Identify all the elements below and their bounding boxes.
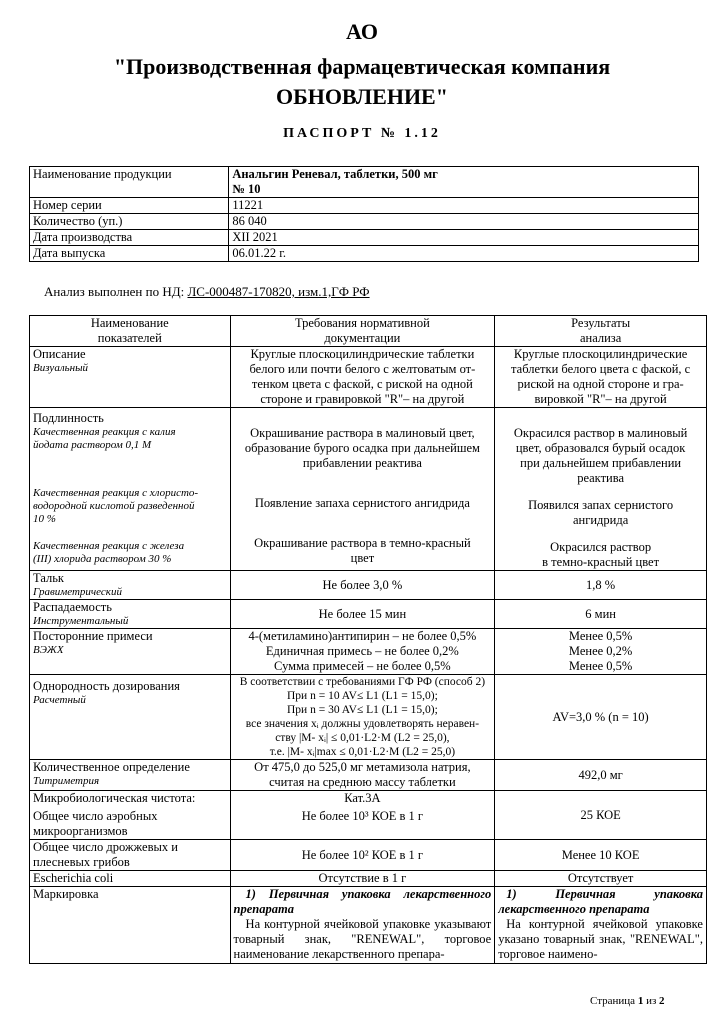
indicator-name: Распадаемость: [33, 600, 112, 614]
page-label: Страница: [590, 995, 638, 1007]
text-line: при дальнейшем прибавлении: [520, 456, 682, 470]
page-footer: [590, 995, 665, 1007]
text-line: Появление запаха сернистого ангидрида: [254, 496, 470, 510]
table-row: [30, 791, 707, 840]
text-line: При n = 10 AV≤ L1 (L1 = 15,0);: [287, 690, 438, 702]
text-line: стороне и гравировкой "R"– на другой: [260, 392, 465, 406]
header-text: документации: [324, 331, 401, 345]
requirement-cell: Не более 15 мин: [230, 600, 495, 629]
indicator-method: Расчетный: [33, 694, 86, 706]
section-title: 1) Первичная упаковка лекарственного препарата: [233, 887, 492, 916]
table-row: [30, 408, 707, 571]
indicator-name: Однородность дозирования: [33, 679, 180, 693]
table-row: [30, 675, 707, 760]
text-line: Появился запах сернистого: [528, 498, 674, 512]
table-row: [30, 198, 699, 214]
test-method: Качественная реакция с хлористо-: [33, 487, 199, 499]
page-of: из: [643, 995, 660, 1007]
result-cell: [495, 629, 707, 675]
result-cell: [495, 408, 707, 571]
result-cell: 492,0 мг: [495, 760, 707, 791]
text-line: считая на среднюю массу таблетки: [269, 775, 456, 789]
table-row: [30, 347, 707, 408]
passport-title: ПАСПОРТ № 1.12: [283, 126, 441, 141]
text-line: все значения xᵢ должны удовлетворять неравен-: [245, 718, 480, 730]
table-row: [30, 246, 699, 262]
result-cell: 25 КОЕ: [495, 791, 707, 840]
test-method: йодата раствором 0,1 М: [33, 439, 152, 451]
text-line: прибавлении реактива: [302, 456, 422, 470]
text-line: От 475,0 до 525,0 мг метамизола натрия,: [254, 760, 471, 774]
info-label: Дата производства: [30, 230, 229, 246]
product-info-table: [29, 166, 699, 262]
info-value: 86 040: [229, 214, 699, 230]
test-method: водородной кислотой разведенной: [33, 500, 195, 512]
text-line: реактива: [577, 471, 625, 485]
table-row: [30, 167, 699, 198]
test-method: Качественная реакция с железа: [33, 540, 185, 552]
indicator-cell: [30, 760, 231, 791]
requirement-cell: [230, 675, 495, 760]
text-line: Менее 0,2%: [568, 644, 633, 658]
info-value: 06.01.22 г.: [229, 246, 699, 262]
text-line: Менее 0,5%: [568, 629, 633, 643]
indicator-name: Тальк: [33, 571, 64, 585]
text-block: На контурной ячейковой упаковке указывают товарный знак, "RENEWAL", торговое наименование лекарственного препара-: [233, 917, 492, 961]
info-value: 11221: [229, 198, 699, 214]
text-line: микроорганизмов: [33, 824, 128, 838]
requirement-cell: [230, 887, 495, 964]
indicator-cell: [30, 791, 231, 840]
header-text: Требования нормативной: [294, 316, 430, 330]
indicator-name: Посторонние примеси: [33, 629, 153, 643]
text-line: ангидрида: [572, 513, 629, 527]
requirement-cell: [230, 347, 495, 408]
requirement-cell: [230, 408, 495, 571]
table-row: [30, 230, 699, 246]
text-line: 4-(метиламино)антипирин – не более 0,5%: [248, 629, 477, 643]
analysis-basis: [44, 284, 370, 300]
col-header-indicator: [30, 316, 231, 347]
text-line: тенком цвета с фаской, с риской на одной: [251, 377, 473, 391]
header-text: Наименование: [90, 316, 169, 330]
result-cell: 6 мин: [495, 600, 707, 629]
indicator-cell: [30, 675, 231, 760]
text-line: Круглые плоскоцилиндрические таблетки: [250, 347, 475, 361]
indicator-name: Количественное определение: [33, 760, 190, 774]
indicator-method: ВЭЖХ: [33, 644, 64, 656]
text-line: таблетки белого цвета с фаской, с: [511, 362, 691, 376]
result-cell: AV=3,0 % (n = 10): [495, 675, 707, 760]
product-name: Анальгин Реневал, таблетки, 500 мг: [232, 167, 438, 181]
info-label: Наименование продукции: [30, 167, 229, 198]
requirement-cell: Не более 3,0 %: [230, 571, 495, 600]
indicator-method: Визуальный: [33, 362, 89, 374]
text-line: Сумма примесей – не более 0,5%: [274, 659, 451, 673]
result-cell: Менее 10 КОЕ: [495, 840, 707, 871]
test-method: 10 %: [33, 513, 56, 525]
text-block: На контурной ячейковой упаковке указано товарный знак, "RENEWAL", торговое наимено-: [498, 917, 703, 961]
table-row: [30, 629, 707, 675]
test-method: Качественная реакция с калия: [33, 426, 176, 438]
indicator-cell: [30, 629, 231, 675]
text-line: Окрасился раствор: [550, 540, 652, 554]
text-line: ству |M- xᵢ| ≤ 0,01·L2·M (L2 = 25,0),: [275, 732, 450, 744]
header-text: показателей: [97, 331, 162, 345]
table-row: [30, 760, 707, 791]
result-cell: [495, 347, 707, 408]
product-pack: № 10: [232, 182, 261, 196]
indicator-cell: [30, 600, 231, 629]
indicator-name: Микробиологическая чистота:: [33, 791, 196, 805]
text-line: белого или почти белого с желтоватым от-: [249, 362, 476, 376]
info-label: Номер серии: [30, 198, 229, 214]
indicator-cell: Escherichia coli: [30, 871, 231, 887]
requirement-cell: Не более 10² КОЕ в 1 г: [230, 840, 495, 871]
indicator-name: Описание: [33, 347, 86, 361]
text-line: Общее число аэробных: [33, 809, 158, 823]
info-label: Дата выпуска: [30, 246, 229, 262]
page-total: 2: [659, 995, 665, 1007]
text-line: В соответствии с требованиями ГФ РФ (способ 2): [239, 676, 486, 688]
info-value: XII 2021: [229, 230, 699, 246]
info-label: Количество (уп.): [30, 214, 229, 230]
text-line: Общее число дрожжевых и: [33, 840, 178, 854]
indicator-method: Инструментальный: [33, 615, 129, 627]
result-cell: 1,8 %: [495, 571, 707, 600]
indicator-cell: [30, 840, 231, 871]
info-value: [229, 167, 699, 198]
text-line: При n = 30 AV≤ L1 (L1 = 15,0);: [287, 704, 438, 716]
analysis-table: [29, 315, 707, 964]
test-method: (III) хлорида раствором 30 %: [33, 553, 172, 565]
result-cell: [495, 887, 707, 964]
indicator-cell: [30, 571, 231, 600]
text-line: т.е. |M- xᵢ|max ≤ 0,01·L2·M (L2 = 25,0): [269, 746, 456, 758]
category: Кат.3А: [344, 791, 381, 805]
text-line: Круглые плоскоцилиндрические: [513, 347, 688, 361]
col-header-requirements: [230, 316, 495, 347]
table-header-row: [30, 316, 707, 347]
result-cell: Отсутствует: [495, 871, 707, 887]
section-title: 1) Первичная упаковка лекарственного препарата: [498, 887, 703, 916]
text-line: Не более 10³ КОЕ в 1 г: [301, 809, 424, 823]
indicator-method: Титриметрия: [33, 775, 100, 787]
header-text: Результаты: [571, 316, 631, 330]
requirement-cell: [230, 791, 495, 840]
text-line: цвет: [350, 551, 375, 565]
text-line: Менее 0,5%: [568, 659, 633, 673]
table-row: [30, 571, 707, 600]
text-line: Единичная примесь – не более 0,2%: [265, 644, 459, 658]
text-line: цвет, образовался бурый осадок: [515, 441, 686, 455]
requirement-cell: [230, 760, 495, 791]
text-line: Окрашивание раствора в малиновый цвет,: [250, 426, 475, 440]
org-name-line2: ОБНОВЛЕНИЕ": [276, 84, 448, 109]
text-line: Окрасился раствор в малиновый: [513, 426, 688, 440]
text-line: в темно-красный цвет: [542, 555, 660, 569]
table-row: [30, 840, 707, 871]
page-number: 1: [637, 995, 644, 1007]
table-row: [30, 871, 707, 887]
text-line: плесневых грибов: [33, 855, 130, 869]
org-type: АО: [346, 19, 378, 44]
indicator-cell: [30, 408, 231, 571]
text-line: риской на одной стороне и гра-: [517, 377, 684, 391]
col-header-results: [495, 316, 707, 347]
requirement-cell: [230, 629, 495, 675]
indicator-cell: Маркировка: [30, 887, 231, 964]
indicator-method: Гравиметрический: [33, 586, 122, 598]
table-row: [30, 214, 699, 230]
org-name-line1: "Производственная фармацевтическая компания: [113, 54, 611, 79]
requirement-cell: Отсутствие в 1 г: [230, 871, 495, 887]
header-text: анализа: [579, 331, 622, 345]
indicator-cell: [30, 347, 231, 408]
text-line: вировкой "R"– на другой: [534, 392, 667, 406]
analysis-doc: ЛС-000487-170820, изм.1,ГФ РФ: [187, 284, 370, 299]
text-line: образование бурого осадка при дальнейшем: [244, 441, 480, 455]
text-line: Окрашивание раствора в темно-красный: [254, 536, 471, 550]
table-row: [30, 887, 707, 964]
table-row: [30, 600, 707, 629]
indicator-name: Подлинность: [33, 411, 104, 425]
analysis-prefix: Анализ выполнен по НД:: [44, 284, 188, 299]
